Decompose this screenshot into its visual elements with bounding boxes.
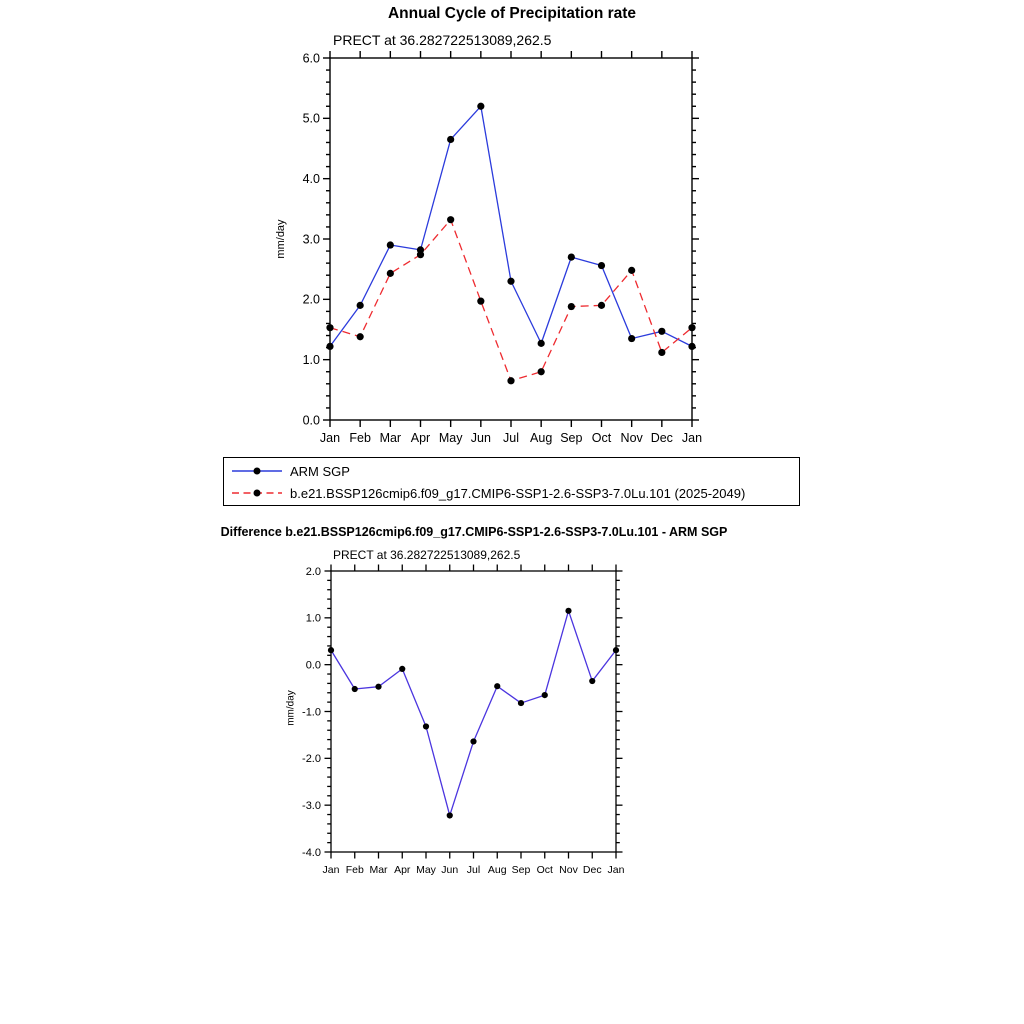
x-tick-label: Aug — [487, 864, 507, 876]
top-chart-subtitle: PRECT at 36.282722513089,262.5 — [333, 32, 552, 48]
x-tick-label: Feb — [349, 431, 371, 445]
y-tick-label: -1.0 — [302, 706, 321, 719]
data-point-marker — [375, 684, 381, 690]
bottom-chart-title: Difference b.e21.BSSP126cmip6.f09_g17.CMIP6-SSP1-2.6-SSP3-7.0Lu.101 - ARM SGP — [220, 525, 728, 539]
y-tick-label: 0.0 — [302, 413, 320, 428]
x-tick-label: Jun — [470, 431, 491, 445]
legend-label-model: b.e21.BSSP126cmip6.f09_g17.CMIP6-SSP1-2.6-SSP3-7.0Lu.101 (2025-2049) — [290, 485, 746, 501]
x-tick-label: Apr — [410, 431, 431, 445]
data-point-marker — [326, 324, 333, 331]
x-tick-label: Aug — [530, 431, 553, 445]
data-point-marker — [613, 647, 619, 653]
x-tick-label: Nov — [559, 864, 578, 876]
y-tick-label: 2.0 — [305, 565, 321, 578]
y-tick-label: 3.0 — [302, 232, 320, 247]
x-tick-label: Jan — [607, 864, 625, 876]
x-tick-label: Jul — [466, 864, 481, 876]
data-point-marker — [598, 262, 605, 269]
data-point-marker — [568, 254, 575, 261]
top-chart-series-line-1 — [330, 220, 692, 381]
data-point-marker — [598, 302, 605, 309]
top-chart-title: Annual Cycle of Precipitation rate — [387, 5, 637, 22]
x-tick-label: May — [416, 864, 436, 876]
data-point-marker — [423, 723, 429, 729]
y-tick-label: 6.0 — [302, 51, 320, 66]
x-tick-label: Jul — [503, 431, 519, 445]
data-point-marker — [542, 692, 548, 698]
data-point-marker — [470, 738, 476, 744]
data-point-marker — [538, 368, 545, 375]
data-point-marker — [387, 270, 394, 277]
legend-box — [223, 457, 800, 506]
data-point-marker — [447, 216, 454, 223]
y-tick-label: 2.0 — [302, 292, 320, 307]
data-point-marker — [628, 267, 635, 274]
data-point-marker — [357, 302, 364, 309]
data-point-marker — [658, 349, 665, 356]
data-point-marker — [477, 103, 484, 110]
y-tick-label: -3.0 — [302, 800, 321, 813]
data-point-marker — [518, 700, 524, 706]
x-tick-label: Mar — [379, 431, 402, 445]
x-tick-label: Oct — [536, 864, 553, 876]
data-point-marker — [387, 241, 394, 248]
x-tick-label: Sep — [560, 431, 583, 445]
data-point-marker — [688, 343, 695, 350]
top-chart-frame — [330, 58, 692, 420]
bottom-chart — [302, 565, 625, 877]
data-point-marker — [477, 298, 484, 305]
data-point-marker — [399, 666, 405, 672]
top-chart-y-axis-label: mm/day — [275, 219, 287, 259]
x-tick-label: Jan — [319, 431, 341, 445]
dashed-line-marker-icon — [230, 485, 286, 501]
data-point-marker — [628, 335, 635, 342]
x-tick-label: May — [438, 431, 463, 445]
top-chart — [303, 51, 703, 445]
y-tick-label: -4.0 — [302, 846, 321, 859]
data-point-marker — [352, 686, 358, 692]
data-point-marker — [447, 136, 454, 143]
data-point-marker — [507, 377, 514, 384]
bottom-chart-series-line-0 — [331, 611, 616, 816]
data-point-marker — [658, 328, 665, 335]
data-point-marker — [568, 303, 575, 310]
y-tick-label: -2.0 — [302, 753, 321, 766]
x-tick-label: Jan — [681, 431, 703, 445]
data-point-marker — [447, 812, 453, 818]
data-point-marker — [565, 608, 571, 614]
data-point-marker — [507, 278, 514, 285]
data-point-marker — [326, 343, 333, 350]
bottom-chart-frame — [331, 571, 616, 852]
x-tick-label: Jun — [441, 864, 459, 876]
bottom-chart-subtitle: PRECT at 36.282722513089,262.5 — [333, 548, 521, 562]
y-tick-label: 1.0 — [302, 353, 320, 368]
x-tick-label: Feb — [345, 864, 364, 876]
x-tick-label: Dec — [582, 864, 602, 876]
x-tick-label: Nov — [620, 431, 643, 445]
legend-entry-arm-sgp — [224, 460, 799, 482]
x-tick-label: Sep — [511, 864, 531, 876]
data-point-marker — [494, 683, 500, 689]
y-tick-label: 0.0 — [305, 659, 321, 672]
legend-label-arm-sgp: ARM SGP — [290, 463, 350, 479]
data-point-marker — [357, 333, 364, 340]
y-tick-label: 5.0 — [302, 111, 320, 126]
solid-line-marker-icon — [230, 463, 286, 479]
x-tick-label: Mar — [369, 864, 388, 876]
x-tick-label: Jan — [322, 864, 340, 876]
data-point-marker — [417, 251, 424, 258]
y-tick-label: 1.0 — [305, 612, 321, 625]
data-point-marker — [328, 647, 334, 653]
data-point-marker — [688, 324, 695, 331]
legend-entry-model — [224, 482, 799, 504]
data-point-marker — [538, 340, 545, 347]
x-tick-label: Apr — [394, 864, 411, 876]
x-tick-label: Oct — [591, 431, 612, 445]
data-point-marker — [589, 678, 595, 684]
bottom-chart-y-axis-label: mm/day — [285, 690, 297, 726]
top-chart-series-line-0 — [330, 106, 692, 346]
x-tick-label: Dec — [650, 431, 673, 445]
y-tick-label: 4.0 — [302, 172, 320, 187]
